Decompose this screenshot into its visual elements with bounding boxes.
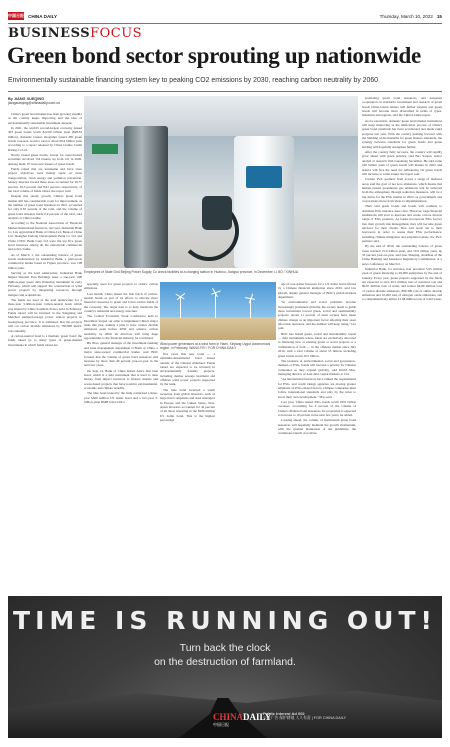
paragraph: age of non-Asian investors for a US dollar bond offered by a Chinese financial institution since 2016, said Liu Qiaodi, deputy general manager of BOC's global markets department.: [278, 282, 356, 300]
paragraph: specially used for green projects to reduce carbon emissions.: [84, 282, 158, 291]
masthead: [8, 10, 442, 22]
article-column-4: [278, 282, 356, 586]
paragraph: China's green bond market has been growing steadily as the country keeps improving and the idea of environmentally sustainable investment deepens.: [8, 112, 82, 125]
paragraph: Serving as the lead underwriter, Industrial Bank helped Shaanxi Tian Holdings issue a one-year, 200 million-yuan green debt financing instrument in early February, which will support the construction of wind power projects by integrating resources through mergers and acquisitions.: [8, 271, 82, 297]
photo-charging-plug: [202, 196, 232, 230]
paragraph: promoting green bond issuances, and deepened cooperation on standards, investment and research of green bonds China-bound issuers will further expand, and green bonds will become more diversified in terms of types, industries and regions, said the China Lianhe report.: [362, 96, 442, 118]
photo-charger-screen: [246, 166, 282, 188]
ad-line-1: Turn back the clock: [179, 642, 271, 654]
paragraph: The Central Economic Work Conference held in December forged our aims to implement China's major tasks this year, namely a plan to have carbon dioxide emissions peak before 2030 and achieve carbon neutrality by 2060. Its directors will bring huge opportunities to the financial industry, he concluded.: [84, 314, 158, 341]
byline-author: By JIANG XUEQING: [8, 97, 45, 101]
paragraph: Despite this steady growth, China's green bond market still has considerable room for improvement, as the number of green bond issuances in 2021 accounted for only 0.81 percent of the total, and the volume of green bond issuance made 0.9 percent of the total, said analysts at China Lianhe.: [8, 194, 82, 220]
article-column-6: [362, 96, 442, 586]
ad-logo-chinese: 中国日报: [213, 722, 229, 727]
paragraph: As of March 1, the outstanding balance of green bonds underwritten by Industrial Bank, a joint-stock commercial lender based in Fujian province, was 108 billion yuan.: [8, 252, 82, 270]
byline-email: jiangxueqing@chinadaily.com.cn: [8, 101, 61, 105]
paragraph: The blue bond received a warm reception from global investors, such as large fund companies and asset managers in Europe and the United States, Non-Asian investors accounted for 42 percent of all those investing in the $500 million US dollar bond. This is the highest percentage: [160, 387, 215, 423]
paragraph: In 2021, the world's second-largest economy issued 303 green bonds worth 622.96 billion yuan ($98.63 billion), domestic issuers altogether issued 485 green bonds overseas, worth a total of about 68.4 billion yuan according to a report released by China Lianhe Credit Rating Co Ltd.: [8, 126, 82, 152]
article-column-2: [84, 282, 158, 586]
paragraph: Looking ahead, the volume of mainstream green bond issuances will hopefully maintain the growth momentum, with the gradual maturation of the guidelines, the continuous launch of policies: [278, 418, 356, 436]
paragraph: After the country fully recovers, the country will rapidly grow ahead with green policies, said Bao Yaojun, senior analyst at research firm Guosheng Securities. He said some 100 billion yuan of green bonds will mature in 2022 and issuers will face the need for refinancing via green bonds will increase to some extent, the report said.: [362, 150, 442, 176]
ad-logo-word-china: CHINA: [213, 712, 244, 722]
paragraph: Last month, China issued the first batch of carbon-neutral bonds as part of its efforts to allocate more financial resources to green and lower-carbon fields of the economy. The target date is to help transform the country's industrial and energy structure.: [84, 291, 158, 314]
subheadline: Environmentally sustainable financing system key to peaking CO2 emissions by 2030, reaching carbon neutrality by 2060: [8, 77, 379, 84]
paragraph: A carbon-neutral bond is a thematic green bond: the funds raised go to many types of green-themed investments in which funds raised are: [8, 333, 82, 347]
paragraph: The issuance of environmental, social and governance-themed, or ESG, bonds will become a priority for Chinese companies as they expand globally, said David Mao, managing director of Asia debt capital markets at Citi.: [278, 358, 356, 376]
newspaper-logo: 中国日报: [8, 13, 24, 18]
paragraph: five years this new bond — a renminbi-denominated bond issued outside of the Chinese mainland. Funds raised are expected to be invested in environmentally friendly projects, including marine sewage treatment and offshore wind power projects supported by the bank.: [160, 352, 215, 387]
paragraph: By the end of 2020, the outstanding balance of green loans reached 15.9 trillion yuan, and 10.9 trillion yuan, up 33 percent year-on-year, said Guo Shuqing, chairman of the China Banking and Insurance Regulatory Commission, at a news conference on March 2.: [362, 244, 442, 266]
paragraph: As for execution, domestic green bond market institutions will keep improving as the unification process of China's green bond standards has been accelerated and made rapid progress last year. With the country pushing forward with the building of mechanisms for green finance standards, the synergy between standards for green bonds and green lending will hopefully strengthen further.: [362, 118, 442, 149]
main-photo-caption: Employees of State Grid Beijing Power Supply Co check facilities at a charging station in Huairou, Jiangsu province, in December. LI BO / XINHUA: [84, 270, 299, 274]
paragraph: On Sept 14, Bank of China issued Asia's first blue bond, which is a debt instrument that is used to raise money from impact investors to finance marine and ocean-based projects that have positive environmental, economic and climate benefits.: [84, 368, 158, 390]
section-word-focus: FOCUS: [90, 26, 143, 41]
paragraph: Hu Xiao, general manager of the investment banking and asset management department at Bank of China, a major state-owned commercial lender, said BOC focused that the volume of green bond issuances will increase by more than 40 percent year-on-year in the next few years.: [84, 341, 158, 368]
ad-psa-subtitle: 公益广告 保护耕地 人人有责 | FOR CHINA DAILY: [263, 716, 347, 720]
turbine-tower: [180, 296, 181, 318]
wind-farm-photo: [160, 282, 276, 340]
newspaper-name: CHINA DAILY: [28, 13, 58, 19]
byline: [8, 97, 83, 105]
public-interest-ad: [8, 596, 442, 738]
photo-charger-dark: [124, 126, 168, 268]
section-word-business: BUSINESS: [8, 26, 91, 41]
ad-psa-label: [263, 711, 346, 721]
page-number: 15: [436, 13, 442, 19]
paragraph: Industrial Bank, for instance, had provided 5.95 trillion yuan of green financing to 29,000 enterprises by the end of January. Every year, green projects supported by the funds are expected to save 30.5 million tons of standard coal and 80.97 million tons of water, and reduce 84.89 million tons of carbon dioxide emissions, 899,300 tons of sulfur dioxide emissions and 10,200 tons of nitrogen oxide emissions, and to comprehensively utilize 41.08 million tons of solid waste.: [362, 267, 442, 302]
ad-title: TIME IS RUNNING OUT!: [13, 606, 437, 635]
paragraph: BOC has issued green, social and sustainability bonds — debt instruments whose funds are exclusively allocated to financing new or existing green or social projects or a combination of both — in the offshore market since July 2016, with a total volume of about 55 billion, including green bonds worth 19.5 billion.: [278, 331, 356, 358]
paragraph: The blue bond issued by the bank comprised a three-year $500 million US dollar bond and a two-year 3-billion-yuan RMB bond with a: [84, 391, 158, 404]
headline: Green bond sector sprouting up nationwide: [7, 43, 421, 68]
charging-station-photo: [84, 96, 358, 268]
wind-photo-caption: Wind power generators at a wind farm in Hami, Xinjiang Uygur autonomous region, in February. WANG FEI / FOR CHINA DAILY: [160, 342, 271, 350]
photo-charger-white: [234, 136, 294, 268]
section-title: [8, 26, 142, 41]
paragraph: Their said green bonds and bonds will continue to dominate ESG issuance asset class. However, large financial institutions will start to innovate and create a more diverse range of ESG products. As banks incorporate ESG factors into their growth risk management, they will become green advisors for their clients. That will reach out to their borrowers in order to assess their ESG performance, including climate mitigation and adaptation plans, the PwC partners said.: [362, 204, 442, 243]
article-column-3b: [218, 352, 276, 586]
paragraph: Funds raised that are ustainable and have clear project objectives were mainly spent on clean transportation, clean energy and pollution prevention. Money directed toward these areas accounted for 26.57 percent, 18.5 percent and 8.61 percent, respectively, of the total volume of funds raised, the report said.: [8, 167, 82, 193]
ad-psa-title: Public Interest Ad 002: [263, 711, 305, 716]
ad-logo-word-daily: DAILY: [243, 712, 272, 722]
article-column-3: [160, 352, 215, 586]
article-column-1: [8, 112, 82, 590]
masthead-rule: [8, 23, 442, 24]
paragraph: "In environmental and social problems become increasingly prominent globally, the society needs to guide more investment toward green, social and sustainability projects. About 11 percent of asset owners have taken climate change as an important factor affecting their asset allocation decisions, and the number will keep rising," Liu said.: [278, 300, 356, 331]
paragraph: Last year, China issued ESG bonds worth 69.9 billion overseas, accounting for 4 percent of the volume of China's offshore bond issuances. Its proportion is expected to increase to 10 percent in the next few years, he added.: [278, 399, 356, 417]
issue-date: Thursday, March 10, 2022: [379, 13, 433, 19]
subhead-rule: [8, 91, 442, 92]
paragraph: According to the National Association of Financial Market Institutional Investors, last year, Industrial Bank Co Ltd, Agricultural Bank of China Ltd, Bank of China Ltd, Shanghai Pudong Development Bank Co Ltd and China CITIC Bank Corp Ltd were the top five green bond investors among all the nationwide commercial and policy banks.: [8, 221, 82, 252]
ad-line-2: on the destruction of farmland.: [154, 656, 296, 668]
paragraph: Newly issued green bonds, except for asset-backed securities, involved 154 issuers, up from 121 in 2020. Among them, 97 were new issuers of green bonds.: [8, 153, 82, 166]
paragraph: "As international investors have ranked the requirements for ESG, and credit ratings agencies are placing greater emphasis on ESG-related factors, Chinese companies must follow international standards and play by the rules to boost their own development," Mao said.: [278, 377, 356, 399]
paragraph: The funds are used as the lead underwriter for a three-year 3-billion-yuan carbon-neutral bond, which was issued by China Southern Power Grid in February. Funds raised will be invested in the Yangjiang and Meizhou pumped-storage power station projects in Guangdong province. It is estimated that the projects will cut carbon dioxide emissions by 782,800 metric tons annually.: [8, 298, 82, 333]
paragraph: Current PwC partners from across a range of business areas said the goal of net zero emissions, which means that human-caused greenhouse gas emissions will be removed from the atmosphere through reduction measures, will be a big driver for the ESG market in 2022, as governments and corporations move from ideas to implementation.: [362, 177, 442, 203]
photo-sign: [92, 144, 118, 154]
